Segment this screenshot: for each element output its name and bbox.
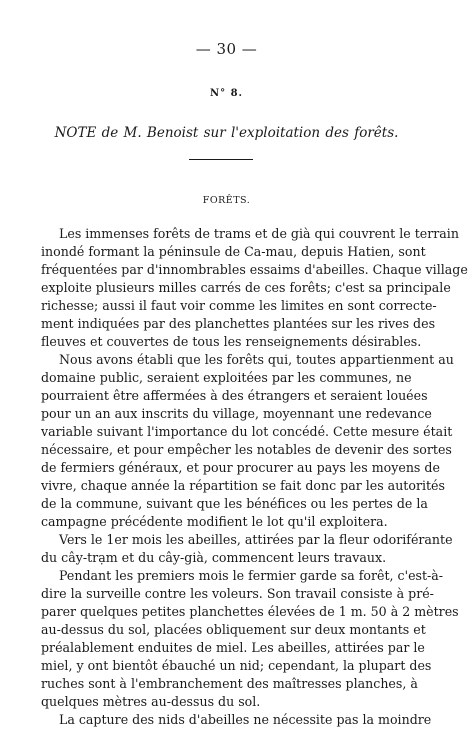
text-line: parer quelques petites planchettes élevées de 1 m. 50 à 2 mètres [41, 604, 459, 619]
text-line: vivre, chaque année la répartition se fait donc par les autorités [41, 478, 445, 493]
section-heading: FORÊTS. [202, 195, 251, 206]
text-line: Vers le 1er mois les abeilles, attirées par la fleur odoriférante [59, 532, 453, 547]
text-line: préalablement enduites de miel. Les abeilles, attirées par le [41, 640, 425, 655]
text-line: nécessaire, et pour empêcher les notables de devenir des sortes [41, 442, 452, 457]
text-line: Les immenses forêts de trams et de già qui couvrent le terrain [59, 226, 459, 241]
text-line: du cây-trạm et du cây-già, commencent leurs travaux. [41, 550, 387, 565]
text-line: Pendant les premiers mois le fermier garde sa forêt, c'est-à- [59, 568, 444, 583]
text-line: pour un an aux inscrits du village, moyennant une redevance [41, 406, 432, 421]
text-line: pourraient être affermées à des étrangers et seraient louées [41, 388, 428, 403]
text-line: Nous avons établi que les forêts qui, toutes appartienment au [59, 352, 454, 367]
text-line: ruches sont à l'embranchement des maîtresses planches, à [41, 676, 418, 691]
text-line: quelques mètres au-dessus du sol. [41, 694, 261, 709]
note-number: N° 8. [209, 88, 244, 99]
text-line: miel, y ont bientôt ébauché un nid; cependant, la plupart des [41, 658, 432, 673]
text-line: ment indiquées par des planchettes plantées sur les rives des [41, 316, 436, 331]
text-line: au-dessus du sol, placées obliquement sur deux montants et [41, 622, 426, 637]
text-line: exploite plusieurs milles carrés de ces forêts; c'est sa principale [41, 280, 451, 295]
text-line: de fermiers généraux, et pour procurer au pays les moyens de [41, 460, 440, 475]
text-line: dire la surveille contre les voleurs. Son travail consiste à pré- [41, 586, 434, 601]
text-line: variable suivant l'importance du lot concédé. Cette mesure était [41, 424, 453, 439]
text-line: La capture des nids d'abeilles ne nécessite pas la moindre [59, 712, 432, 727]
note-title: NOTE de M. Benoist sur l'exploitation des forêts. [54, 125, 399, 141]
text-line: fréquentées par d'innombrables essaims d'abeilles. Chaque village [41, 262, 468, 277]
text-line: domaine public, seraient exploitées par les communes, ne [41, 370, 412, 385]
text-line: inondé formant la péninsule de Ca-mau, depuis Hatien, sont [41, 244, 426, 259]
text-line: richesse; aussi il faut voir comme les limites en sont correcte- [41, 298, 437, 313]
text-line: fleuves et couvertes de tous les renseignements désirables. [41, 334, 422, 349]
text-line: de la commune, suivant que les bénéfices ou les pertes de la [41, 496, 428, 511]
text-line: campagne précédente modifient le lot qu'il exploitera. [41, 514, 388, 529]
page-number: — 30 — [195, 40, 258, 58]
